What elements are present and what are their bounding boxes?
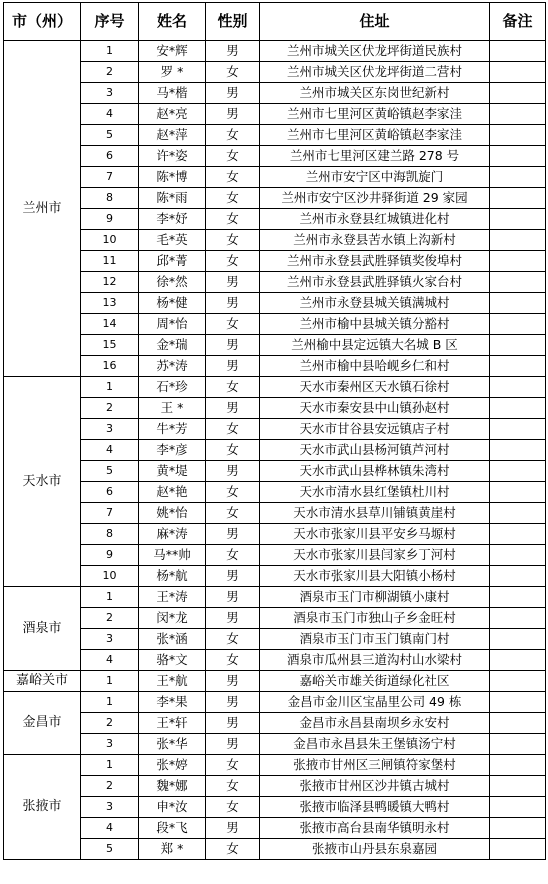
name-cell: 徐*然	[139, 272, 206, 293]
gender-cell: 男	[206, 83, 260, 104]
name-cell: 马**帅	[139, 545, 206, 566]
seq-cell: 15	[81, 335, 139, 356]
address-cell: 金昌市永昌县朱王堡镇汤宁村	[260, 734, 490, 755]
remark-cell	[490, 398, 546, 419]
remark-cell	[490, 629, 546, 650]
remark-cell	[490, 608, 546, 629]
gender-cell: 男	[206, 713, 260, 734]
remark-cell	[490, 62, 546, 83]
seq-cell: 8	[81, 188, 139, 209]
table-row	[4, 209, 546, 230]
name-cell: 苏*涛	[139, 356, 206, 377]
address-cell: 兰州榆中县定远镇大名城 B 区	[260, 335, 490, 356]
seq-cell: 1	[81, 587, 139, 608]
seq-cell: 2	[81, 398, 139, 419]
table-row	[4, 671, 546, 692]
address-cell: 嘉峪关市雄关街道绿化社区	[260, 671, 490, 692]
address-cell: 天水市张家川县闫家乡丁河村	[260, 545, 490, 566]
table-row	[4, 251, 546, 272]
gender-cell: 男	[206, 671, 260, 692]
header-remark: 备注	[490, 3, 546, 41]
gender-cell: 女	[206, 482, 260, 503]
remark-cell	[490, 776, 546, 797]
address-cell: 兰州市城关区伏龙坪街道二营村	[260, 62, 490, 83]
remark-cell	[490, 566, 546, 587]
table-row	[4, 545, 546, 566]
address-cell: 天水市秦安县中山镇孙赵村	[260, 398, 490, 419]
table-row	[4, 335, 546, 356]
remark-cell	[490, 125, 546, 146]
table-body	[4, 41, 546, 860]
name-cell: 王*航	[139, 671, 206, 692]
seq-cell: 4	[81, 104, 139, 125]
gender-cell: 男	[206, 272, 260, 293]
table-row	[4, 41, 546, 62]
table-row	[4, 230, 546, 251]
gender-cell: 女	[206, 797, 260, 818]
table-row	[4, 524, 546, 545]
table-row	[4, 377, 546, 398]
seq-cell: 5	[81, 461, 139, 482]
name-cell: 张*涵	[139, 629, 206, 650]
seq-cell: 2	[81, 776, 139, 797]
gender-cell: 男	[206, 356, 260, 377]
seq-cell: 5	[81, 125, 139, 146]
table-row	[4, 503, 546, 524]
name-cell: 邱*菁	[139, 251, 206, 272]
seq-cell: 13	[81, 293, 139, 314]
remark-cell	[490, 755, 546, 776]
gender-cell: 女	[206, 209, 260, 230]
gender-cell: 女	[206, 62, 260, 83]
address-cell: 张掖市临泽县鸭暖镇大鸭村	[260, 797, 490, 818]
gender-cell: 女	[206, 230, 260, 251]
table-row	[4, 188, 546, 209]
gender-cell: 女	[206, 167, 260, 188]
gender-cell: 男	[206, 818, 260, 839]
name-cell: 骆*文	[139, 650, 206, 671]
remark-cell	[490, 167, 546, 188]
table-row	[4, 62, 546, 83]
address-cell: 兰州市永登县红城镇进化村	[260, 209, 490, 230]
gender-cell: 男	[206, 293, 260, 314]
remark-cell	[490, 482, 546, 503]
seq-cell: 4	[81, 650, 139, 671]
remark-cell	[490, 818, 546, 839]
seq-cell: 4	[81, 818, 139, 839]
address-cell: 金昌市永昌县南坝乡永安村	[260, 713, 490, 734]
table-row	[4, 587, 546, 608]
table-row	[4, 650, 546, 671]
remark-cell	[490, 713, 546, 734]
remark-cell	[490, 734, 546, 755]
name-cell: 黄*堤	[139, 461, 206, 482]
address-cell: 兰州市城关区东岗世纪新村	[260, 83, 490, 104]
seq-cell: 1	[81, 41, 139, 62]
table-row	[4, 482, 546, 503]
table-row	[4, 713, 546, 734]
address-cell: 张掖市甘州区沙井镇古城村	[260, 776, 490, 797]
address-cell: 金昌市金川区宝晶里公司 49 栋	[260, 692, 490, 713]
table-row	[4, 692, 546, 713]
gender-cell: 女	[206, 314, 260, 335]
address-cell: 兰州市安宁区沙井驿街道 29 家园	[260, 188, 490, 209]
remark-cell	[490, 692, 546, 713]
name-cell: 麻*涛	[139, 524, 206, 545]
seq-cell: 11	[81, 251, 139, 272]
remark-cell	[490, 524, 546, 545]
table-row	[4, 104, 546, 125]
remark-cell	[490, 797, 546, 818]
header-gender: 性别	[206, 3, 260, 41]
remark-cell	[490, 83, 546, 104]
remark-cell	[490, 419, 546, 440]
table-row	[4, 356, 546, 377]
remark-cell	[490, 356, 546, 377]
table-row	[4, 419, 546, 440]
name-cell: 赵*萍	[139, 125, 206, 146]
seq-cell: 5	[81, 839, 139, 860]
name-cell: 罗 *	[139, 62, 206, 83]
seq-cell: 12	[81, 272, 139, 293]
gender-cell: 女	[206, 503, 260, 524]
city-cell: 嘉峪关市	[4, 671, 81, 692]
remark-cell	[490, 272, 546, 293]
gender-cell: 男	[206, 398, 260, 419]
name-cell: 郑 *	[139, 839, 206, 860]
remark-cell	[490, 293, 546, 314]
header-address: 住址	[260, 3, 490, 41]
address-cell: 天水市清水县草川铺镇黄崖村	[260, 503, 490, 524]
seq-cell: 1	[81, 377, 139, 398]
header-name: 姓名	[139, 3, 206, 41]
gender-cell: 女	[206, 440, 260, 461]
gender-cell: 男	[206, 566, 260, 587]
seq-cell: 9	[81, 545, 139, 566]
gender-cell: 男	[206, 734, 260, 755]
seq-cell: 2	[81, 608, 139, 629]
name-cell: 陈*雨	[139, 188, 206, 209]
table-row	[4, 608, 546, 629]
seq-cell: 6	[81, 482, 139, 503]
remark-cell	[490, 230, 546, 251]
gender-cell: 女	[206, 776, 260, 797]
seq-cell: 16	[81, 356, 139, 377]
address-cell: 张掖市山丹县东泉嘉园	[260, 839, 490, 860]
remark-cell	[490, 650, 546, 671]
roster-table	[3, 2, 546, 860]
gender-cell: 男	[206, 461, 260, 482]
seq-cell: 4	[81, 440, 139, 461]
table-row	[4, 566, 546, 587]
remark-cell	[490, 461, 546, 482]
address-cell: 酒泉市玉门市柳湖镇小康村	[260, 587, 490, 608]
gender-cell: 男	[206, 608, 260, 629]
address-cell: 天水市武山县桦林镇朱湾村	[260, 461, 490, 482]
address-cell: 兰州市永登县武胜驿镇奖俊埠村	[260, 251, 490, 272]
name-cell: 许*姿	[139, 146, 206, 167]
name-cell: 李*妤	[139, 209, 206, 230]
seq-cell: 1	[81, 692, 139, 713]
remark-cell	[490, 146, 546, 167]
table-row	[4, 83, 546, 104]
gender-cell: 男	[206, 335, 260, 356]
gender-cell: 女	[206, 839, 260, 860]
name-cell: 闵*龙	[139, 608, 206, 629]
gender-cell: 男	[206, 692, 260, 713]
address-cell: 酒泉市玉门市独山子乡金旺村	[260, 608, 490, 629]
remark-cell	[490, 545, 546, 566]
name-cell: 张*婷	[139, 755, 206, 776]
table-row	[4, 272, 546, 293]
remark-cell	[490, 251, 546, 272]
remark-cell	[490, 188, 546, 209]
gender-cell: 女	[206, 650, 260, 671]
gender-cell: 女	[206, 188, 260, 209]
address-cell: 兰州市七里河区建兰路 278 号	[260, 146, 490, 167]
header-row	[4, 3, 546, 41]
gender-cell: 男	[206, 524, 260, 545]
gender-cell: 女	[206, 125, 260, 146]
remark-cell	[490, 209, 546, 230]
table-row	[4, 818, 546, 839]
name-cell: 牛*芳	[139, 419, 206, 440]
seq-cell: 8	[81, 524, 139, 545]
remark-cell	[490, 377, 546, 398]
address-cell: 兰州市榆中县哈岘乡仁和村	[260, 356, 490, 377]
name-cell: 王 *	[139, 398, 206, 419]
remark-cell	[490, 335, 546, 356]
seq-cell: 3	[81, 797, 139, 818]
remark-cell	[490, 314, 546, 335]
name-cell: 王*涛	[139, 587, 206, 608]
name-cell: 杨*健	[139, 293, 206, 314]
header-city: 市（州）	[4, 3, 81, 41]
table-row	[4, 755, 546, 776]
table-row	[4, 839, 546, 860]
table-row	[4, 776, 546, 797]
name-cell: 申*汝	[139, 797, 206, 818]
name-cell: 赵*亮	[139, 104, 206, 125]
address-cell: 兰州市永登县武胜驿镇火家台村	[260, 272, 490, 293]
name-cell: 杨*航	[139, 566, 206, 587]
seq-cell: 2	[81, 62, 139, 83]
city-cell: 酒泉市	[4, 587, 81, 671]
gender-cell: 男	[206, 41, 260, 62]
seq-cell: 3	[81, 83, 139, 104]
address-cell: 天水市清水县红堡镇杜川村	[260, 482, 490, 503]
city-cell: 兰州市	[4, 41, 81, 377]
seq-cell: 1	[81, 755, 139, 776]
gender-cell: 女	[206, 146, 260, 167]
table-row	[4, 440, 546, 461]
table-row	[4, 734, 546, 755]
table-row	[4, 314, 546, 335]
name-cell: 魏*娜	[139, 776, 206, 797]
name-cell: 金*瑞	[139, 335, 206, 356]
table-row	[4, 629, 546, 650]
gender-cell: 女	[206, 755, 260, 776]
table-row	[4, 398, 546, 419]
seq-cell: 7	[81, 503, 139, 524]
seq-cell: 6	[81, 146, 139, 167]
table-row	[4, 146, 546, 167]
address-cell: 兰州市七里河区黄峪镇赵李家洼	[260, 125, 490, 146]
remark-cell	[490, 41, 546, 62]
address-cell: 天水市武山县杨河镇芦河村	[260, 440, 490, 461]
address-cell: 酒泉市瓜州县三道沟村山水梁村	[260, 650, 490, 671]
name-cell: 张*华	[139, 734, 206, 755]
seq-cell: 10	[81, 230, 139, 251]
name-cell: 赵*艳	[139, 482, 206, 503]
name-cell: 周*怡	[139, 314, 206, 335]
name-cell: 毛*英	[139, 230, 206, 251]
remark-cell	[490, 587, 546, 608]
address-cell: 天水市张家川县平安乡马塬村	[260, 524, 490, 545]
seq-cell: 7	[81, 167, 139, 188]
seq-cell: 3	[81, 629, 139, 650]
city-cell: 张掖市	[4, 755, 81, 860]
city-cell: 金昌市	[4, 692, 81, 755]
remark-cell	[490, 104, 546, 125]
name-cell: 马*楷	[139, 83, 206, 104]
address-cell: 兰州市安宁区中海凯旋门	[260, 167, 490, 188]
name-cell: 王*轩	[139, 713, 206, 734]
name-cell: 安*辉	[139, 41, 206, 62]
seq-cell: 3	[81, 419, 139, 440]
address-cell: 兰州市七里河区黄峪镇赵李家洼	[260, 104, 490, 125]
address-cell: 天水市秦州区天水镇石徐村	[260, 377, 490, 398]
table-row	[4, 167, 546, 188]
address-cell: 兰州市榆中县城关镇分豁村	[260, 314, 490, 335]
city-cell: 天水市	[4, 377, 81, 587]
gender-cell: 女	[206, 545, 260, 566]
seq-cell: 9	[81, 209, 139, 230]
gender-cell: 男	[206, 104, 260, 125]
table-row	[4, 293, 546, 314]
name-cell: 李*彦	[139, 440, 206, 461]
gender-cell: 女	[206, 251, 260, 272]
header-seq: 序号	[81, 3, 139, 41]
address-cell: 酒泉市玉门市玉门镇南门村	[260, 629, 490, 650]
address-cell: 张掖市高台县南华镇明永村	[260, 818, 490, 839]
table-row	[4, 797, 546, 818]
gender-cell: 女	[206, 629, 260, 650]
name-cell: 姚*怡	[139, 503, 206, 524]
name-cell: 段*飞	[139, 818, 206, 839]
remark-cell	[490, 839, 546, 860]
name-cell: 陈*博	[139, 167, 206, 188]
seq-cell: 14	[81, 314, 139, 335]
address-cell: 兰州市城关区伏龙坪街道民族村	[260, 41, 490, 62]
address-cell: 兰州市永登县城关镇满城村	[260, 293, 490, 314]
seq-cell: 1	[81, 671, 139, 692]
seq-cell: 3	[81, 734, 139, 755]
remark-cell	[490, 671, 546, 692]
table-row	[4, 125, 546, 146]
address-cell: 天水市张家川县大阳镇小杨村	[260, 566, 490, 587]
address-cell: 兰州市永登县苦水镇上沟新村	[260, 230, 490, 251]
seq-cell: 2	[81, 713, 139, 734]
gender-cell: 女	[206, 377, 260, 398]
name-cell: 石*珍	[139, 377, 206, 398]
gender-cell: 女	[206, 419, 260, 440]
address-cell: 张掖市甘州区三闸镇符家堡村	[260, 755, 490, 776]
table-row	[4, 461, 546, 482]
seq-cell: 10	[81, 566, 139, 587]
gender-cell: 男	[206, 587, 260, 608]
remark-cell	[490, 503, 546, 524]
remark-cell	[490, 440, 546, 461]
name-cell: 李*果	[139, 692, 206, 713]
address-cell: 天水市甘谷县安远镇店子村	[260, 419, 490, 440]
